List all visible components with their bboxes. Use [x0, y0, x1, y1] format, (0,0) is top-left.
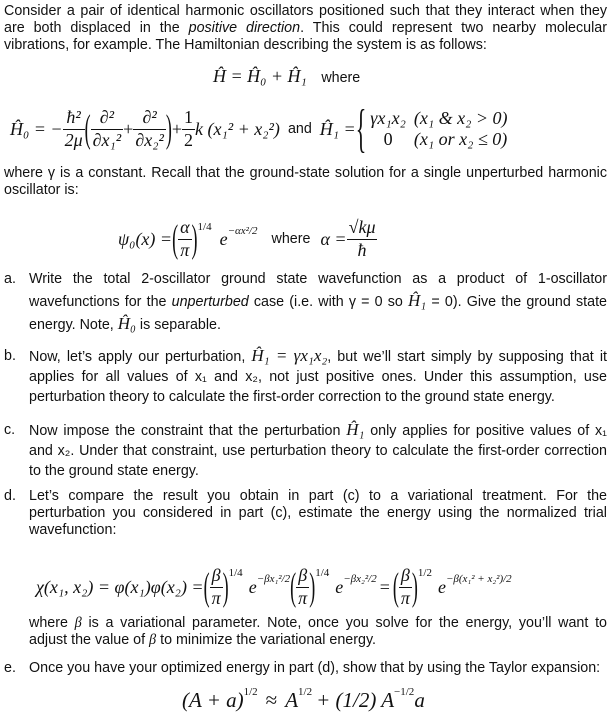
- question-body: Let’s compare the result you obtain in part (c) to a variational treatment. For the perturbation you considered in part (c), estimate the energy using the normalized trial wavefunction:: [29, 488, 607, 538]
- question-label: e.: [4, 660, 16, 676]
- question-b: [4, 346, 607, 407]
- question-e: [4, 660, 607, 677]
- right-paren: ): [309, 563, 316, 608]
- right-paren: ): [222, 563, 229, 608]
- d2-x1: [91, 108, 124, 151]
- math-h1: Ĥ₁: [346, 420, 365, 439]
- left-paren: (: [172, 215, 179, 260]
- question-label: c.: [4, 422, 16, 438]
- left-paren: (: [203, 563, 210, 608]
- beta: β: [74, 615, 82, 631]
- question-body: [29, 268, 607, 336]
- problem-statement: [4, 3, 607, 54]
- question-label: d.: [4, 488, 16, 504]
- taylor-rhs-b: + (1/2) A: [316, 688, 395, 712]
- text: is separable.: [135, 317, 221, 333]
- alpha-definition: [347, 218, 378, 261]
- taylor-expansion-equation: (A + a) $^{1/2}$ ≈ A $^{1/2}$ + (1/2) A $^{-1/2}$ a: [182, 685, 425, 712]
- left-paren: (: [290, 563, 297, 608]
- taylor-rhs-c: a: [414, 688, 425, 712]
- text: only applies for positive values of x₁ and x₂. Under that constraint, use perturbation theory to calculate the first-order correction to the ground state energy.: [29, 423, 607, 479]
- question-a: [4, 268, 607, 336]
- intro-text-1: Consider a pair of identical harmonic oscillators positioned such that they interact when they are both displaced in the: [4, 3, 607, 36]
- text: Now impose the constraint that the perturbation: [29, 423, 347, 439]
- text: = 0). Give the ground state energy. Note,: [29, 294, 607, 333]
- beta: β: [399, 566, 412, 588]
- beta: β: [210, 566, 223, 588]
- text: where: [29, 615, 75, 631]
- d2x2-den: ∂x₂²: [135, 129, 164, 150]
- alpha-lhs: α =: [320, 228, 347, 249]
- text: is a variational parameter. Note, once you solve for the energy, you’ll want to adjust the value of: [29, 615, 607, 648]
- alpha-def-den: ħ: [357, 239, 367, 260]
- math-perturbation: Ĥ₁ = γx₁x₂: [251, 346, 328, 365]
- right-paren: ): [165, 105, 172, 150]
- pi-den: π: [180, 239, 190, 260]
- alpha-over-pi: [178, 218, 191, 261]
- exp-base: e: [219, 228, 228, 249]
- taylor-lhs: (A + a): [182, 688, 244, 712]
- intro-paragraph: [4, 3, 607, 54]
- right-paren: ): [191, 215, 198, 260]
- case-positive: [366, 108, 511, 129]
- text: , but we’ll start simply by supposing that it applies for all values of x₁ and x₂, not just positive ones. Under this assumption, use perturbation theory to calculate the first-order correction to the ground state energy.: [29, 349, 607, 405]
- math-h1: Ĥ₁: [408, 291, 427, 310]
- gamma-note: where γ is a constant. Recall that the ground-state solution for a single unperturbed harmonic oscillator is:: [4, 165, 607, 198]
- beta: β: [149, 632, 157, 648]
- half-num: 1: [182, 108, 195, 130]
- taylor-rhs-a: A: [285, 688, 299, 712]
- where-label-2: where: [271, 231, 311, 247]
- equals: =: [379, 576, 390, 597]
- where-label: where: [321, 70, 361, 86]
- case1-cond: (x₁ & x₂ > 0): [413, 108, 508, 128]
- intro-emphasis: positive direction: [188, 20, 301, 36]
- total-hamiltonian-equation: [213, 66, 360, 87]
- case2-cond: (x₁ or x₂ ≤ 0): [413, 129, 508, 149]
- d2-num-2: ∂²: [133, 108, 166, 130]
- beta-over-pi: [399, 566, 412, 609]
- case-nonpositive: [366, 129, 511, 150]
- approx: ≈: [265, 688, 278, 712]
- emphasis: unperturbed: [171, 294, 249, 310]
- math-h0: Ĥ₀: [117, 314, 136, 333]
- beta-over-pi: [296, 566, 309, 609]
- left-paren: (: [84, 105, 91, 150]
- text: to minimize the variational energy.: [156, 632, 377, 648]
- kinetic-num: ħ²: [63, 108, 85, 130]
- exp-base: e: [248, 576, 257, 597]
- case2-expr: 0: [383, 129, 393, 149]
- question-body: [29, 420, 607, 481]
- h0-h1-definition: Ĥ₀ = − $\frac{\text{ħ²}}{2\mu}$ ( $\frac{\text{∂²}}{\text{∂x₁²}}$ + $\frac{\text{∂²}}{\text{∂x₂²}}$ ) + $\frac{1}{2}$ k (x₁² + x₂²) and Ĥ₁ = { γx₁x₂ (x₁ & x₂ > 0) 0 (x₁ or x₂ ≤ 0): [10, 96, 512, 162]
- text: Write the total 2-oscillator ground state wavefunction as a product of 1-oscillator wavefunctions for the: [29, 271, 607, 310]
- text: case (i.e. with γ = 0 so: [248, 294, 409, 310]
- and-label: and: [287, 121, 312, 137]
- pi: π: [400, 587, 410, 608]
- beta: β: [296, 566, 309, 588]
- cases-brace: {: [355, 97, 367, 158]
- question-d: [4, 488, 607, 539]
- d2x1-den: ∂x₁²: [92, 129, 122, 150]
- text: Now, let’s apply our perturbation,: [29, 349, 252, 365]
- trial-lhs: χ(x₁, x₂) = φ(x₁)φ(x₂) =: [36, 576, 204, 597]
- h1-lhs: Ĥ₁ =: [319, 118, 356, 139]
- ground-state-equation: ψ₀(x) = ( $\frac{\alpha}{\pi}$ ) $^{1/4}$ e $^{-\alpha x^2/2}$ where α = $\frac{√k\mu}{ħ}$: [118, 212, 377, 266]
- question-body: [29, 615, 607, 649]
- exp-base: e: [437, 576, 446, 597]
- question-body: [29, 346, 607, 407]
- gamma-note-block: [4, 165, 607, 199]
- question-c: [4, 420, 607, 481]
- pi: π: [211, 587, 221, 608]
- one-half: [182, 108, 195, 151]
- psi0-lhs: ψ₀(x) =: [118, 228, 173, 249]
- total-hamiltonian: Ĥ = Ĥ₀ + Ĥ₁: [213, 66, 307, 86]
- question-d-note: [4, 615, 607, 649]
- alpha-def-num: √kμ: [347, 218, 378, 240]
- question-body: Once you have your optimized energy in part (d), show that by using the Taylor expansion:: [29, 660, 601, 676]
- kinetic-prefactor: [63, 108, 85, 151]
- potential-term: k (x₁² + x₂²): [195, 118, 280, 139]
- half-den: 2: [184, 129, 194, 150]
- case1-expr: γx₁x₂: [370, 108, 406, 128]
- h0-lhs: Ĥ₀ = −: [10, 118, 63, 139]
- pi: π: [298, 587, 308, 608]
- d2-num: ∂²: [91, 108, 124, 130]
- intro-text-2: . This could represent two nearby molecular vibrations, for example. The Hamiltonian describing the system is as follows:: [4, 20, 607, 53]
- left-paren: (: [392, 563, 399, 608]
- alpha-num: α: [178, 218, 191, 240]
- kinetic-den: 2μ: [64, 129, 83, 150]
- beta-over-pi: [210, 566, 223, 609]
- d2-x2: [133, 108, 166, 151]
- right-paren: ): [411, 563, 418, 608]
- exp-base: e: [335, 576, 344, 597]
- question-label: a.: [4, 271, 16, 287]
- trial-wavefunction-equation: χ(x₁, x₂) = φ(x₁)φ(x₂) = ( $\frac{\beta}{\pi}$ ) $^{1/4}$ e $^{-\beta x_1^2/2}$ ( $\frac{\beta}{\pi}$ ) $^{1/4}$ e $^{-\beta x_2^2/2}$ = ( $\frac{\beta}{\pi}$ ) $^{1/2}$ e $^{-\beta(x_1^2 + x_2^2)/2}$: [36, 562, 512, 612]
- question-label: b.: [4, 348, 16, 364]
- h1-cases: [366, 108, 511, 150]
